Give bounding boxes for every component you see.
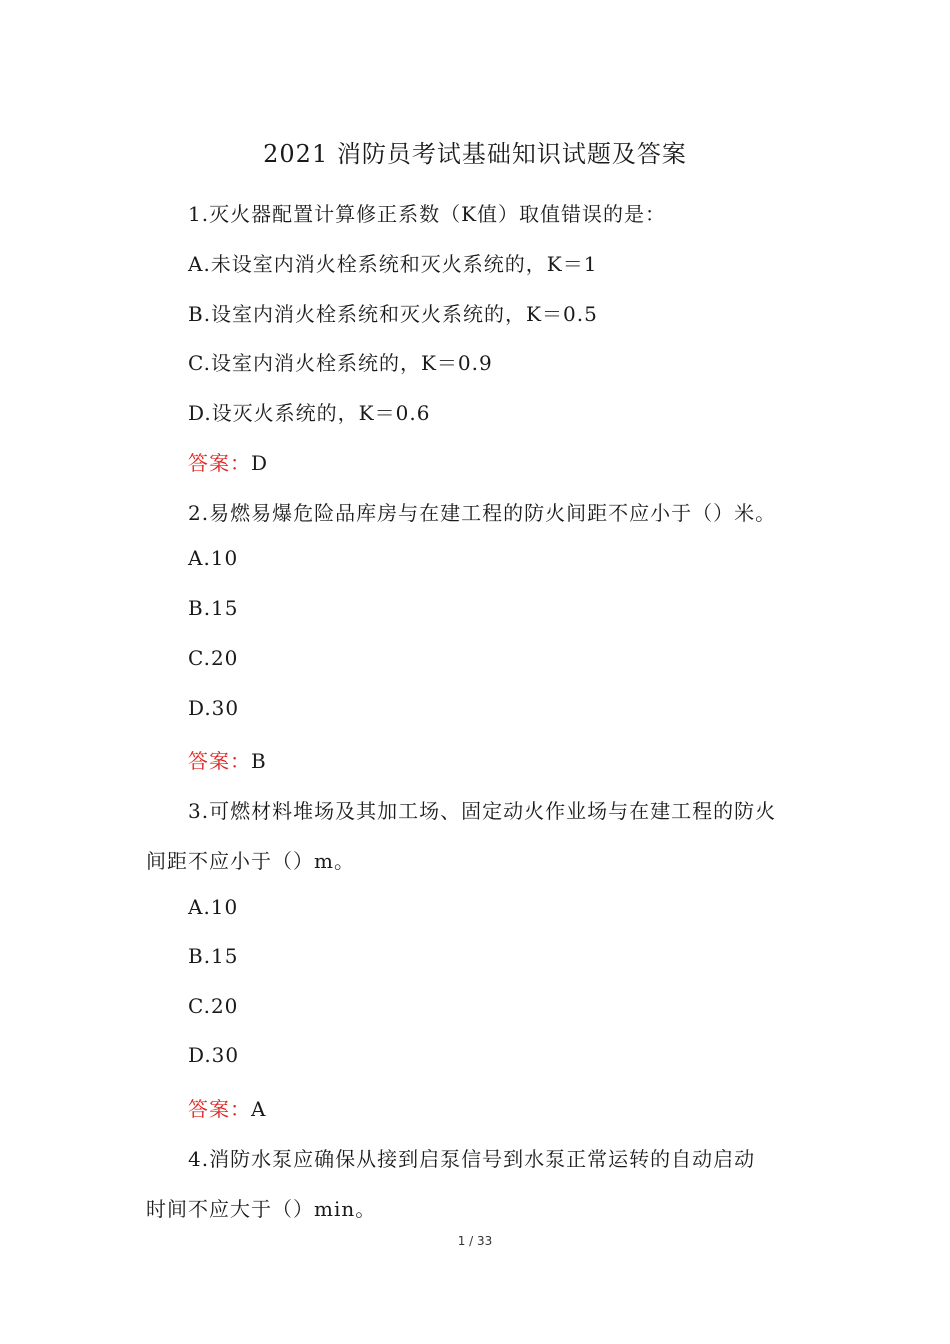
- answer-value: D: [251, 451, 269, 475]
- question-4-stem-line-1: 4.消防水泵应确保从接到启泵信号到水泵正常运转的自动启动: [188, 1147, 756, 1171]
- question-1-option-a: A.未设室内消火栓系统和灭火系统的，K＝1: [188, 252, 598, 276]
- question-3-stem-line-2: 间距不应小于（）m。: [146, 849, 355, 873]
- question-1-stem: 1.灭火器配置计算修正系数（K值）取值错误的是：: [188, 202, 667, 226]
- question-3-option-d: D.30: [188, 1043, 240, 1067]
- page-indicator: 1 / 33: [457, 1234, 493, 1248]
- question-3-answer: [188, 1093, 266, 1122]
- question-3-option-a: A.10: [188, 895, 239, 919]
- question-2-option-c: C.20: [188, 646, 239, 670]
- answer-value: A: [251, 1097, 267, 1121]
- question-1-option-c: C.设室内消火栓系统的，K＝0.9: [188, 351, 493, 375]
- answer-label: 答案：: [188, 749, 251, 773]
- document-title: 2021 消防员考试基础知识试题及答案: [263, 140, 687, 168]
- question-1-option-d: D.设灭火系统的，K＝0.6: [188, 401, 431, 425]
- question-2-answer: [188, 745, 267, 774]
- question-2-option-b: B.15: [188, 596, 239, 620]
- question-2-option-d: D.30: [188, 696, 240, 720]
- answer-label: 答案：: [188, 451, 251, 475]
- answer-label: 答案：: [188, 1097, 251, 1121]
- question-2-stem: 2.易燃易爆危险品库房与在建工程的防火间距不应小于（）米。: [188, 501, 777, 525]
- question-3-option-c: C.20: [188, 994, 239, 1018]
- question-1-option-b: B.设室内消火栓系统和灭火系统的，K＝0.5: [188, 302, 598, 326]
- question-3-option-b: B.15: [188, 944, 239, 968]
- question-3-stem-line-1: 3.可燃材料堆场及其加工场、固定动火作业场与在建工程的防火: [188, 799, 777, 823]
- question-1-answer: [188, 447, 268, 476]
- answer-value: B: [251, 749, 267, 773]
- question-4-stem-line-2: 时间不应大于（）min。: [146, 1197, 377, 1221]
- question-2-option-a: A.10: [188, 546, 239, 570]
